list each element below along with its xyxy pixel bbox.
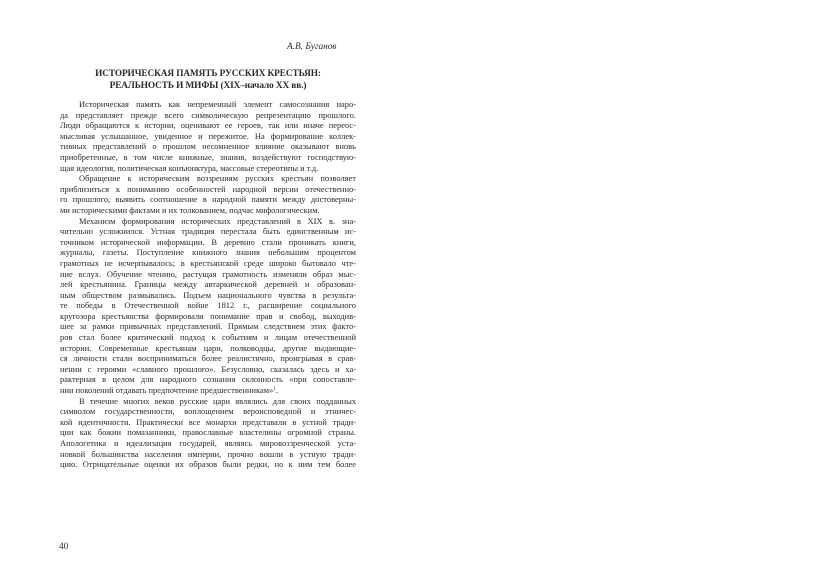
body-line: приблизиться к пониманию особенностей народной версии отечественно- [60,183,356,194]
body-line: Апологетика и идеализация государей, являясь мировоззренческой уста- [60,438,356,448]
body-line: ние вслух. Обучение чтению, растущая грамотность изменяли образ мыс- [60,268,356,279]
body-line: ми историческими фактами и их толкованием, подчас мифологическим. [60,204,320,215]
body-line: Люди обращаются к истории, оценивают ее героев, так или иначе переос- [60,120,356,131]
body-line: приобретенные, в том числе книжные, знания, воздействуют господствую- [60,151,356,162]
body-line-with-footnote: нии поколений отдавать предпочтение предшественникам»$^1$. [60,385,278,396]
body-line: Историческая память как непременный элемент самосознания наро- [79,99,356,109]
body-line: шее за рамки привычных представлений. Прямым следствием этих факто- [60,321,356,332]
body-line: новкой большинства населения империи, прочно вошли в устную тради- [60,448,356,459]
body-line: грамотных не исчерпывалось; в крестьянской среде широко бытовало чте- [60,257,356,268]
body-line-text: нии поколений отдавать предпочтение предшественникам» [60,385,274,396]
body-line: ся личности стали восприниматься более реалистично, проигрывая в срав- [60,353,356,364]
body-line: щая идеология, политическая конъюнктура, массовые стереотипы и т.д. [60,162,319,173]
footnote-marker[interactable]: 1 [273,387,276,393]
body-line: журналы, газеты. Поступление книжного знания небольшим процентом [60,247,356,258]
body-line: лей крестьянина. Границы между автаркической деревней и образован- [60,279,356,290]
body-line: да представляет прежде всего символическую репрезентацию прошлого. [60,109,356,120]
body-line: рактерная в целом для народного сознания склонность «при сопоставле- [60,374,356,385]
body-line: нении с героями «славного прошлого». Безусловно, сказалась здесь и ха- [60,363,356,374]
body-line: кой идентичности. Практически все монархи представали в устной тради- [60,416,356,427]
article-body [60,99,356,470]
article-title [60,68,356,92]
body-line: те победы в Отечественной войне 1812 г., расширение социального [60,300,356,311]
body-line: чительно усложнился. Устная традиция перестала быть единственным ис- [60,226,356,237]
body-line: тивных представлений о прошлом несомненное влияние оказывают вновь [60,141,356,152]
body-line: кругозора крестьянства формировали понимание прав и свобод, выходив- [60,310,356,321]
body-line: Обращение к историческим воззрениям русских крестьян позволяет [79,173,356,184]
body-line: символом государственности, воплощением вероисповедной и этничес- [60,406,356,417]
page-number: 40 [59,542,69,552]
body-line: ции как божии помазанники, православные властелины огромной страны. [60,427,356,438]
body-line: ным обществом размывались. Подъем национального чувства в результа- [60,289,356,300]
article-title-line-1: ИСТОРИЧЕСКАЯ ПАМЯТЬ РУССКИХ КРЕСТЬЯН: [95,69,321,79]
body-line: го прошлого, выявить соотношение в народной памяти между достоверны- [60,194,356,205]
body-line: точником исторической информации. В деревню стали проникать книги, [60,236,356,247]
body-line: ров стал более критический подход к событиям и лицам отечественной [60,332,356,343]
body-line: мысливая услышанное, увиденное и пережитое. На формирование коллек- [60,130,356,141]
body-line: В течение многих веков русские цари являлись для своих подданных [79,395,356,406]
article-title-line-2: РЕАЛЬНОСТЬ И МИФЫ (XIX–начало XX вв.) [109,81,307,91]
body-line: цию. Отрицательные оценки их образов были редки, но к ним тем более [60,459,356,470]
body-line: истории. Современные крестьянам цари, полководцы, другие выдающие- [60,342,356,353]
body-line: Механизм формирования исторических представлений в XIX в. зна- [79,215,356,226]
running-header-author: А.В. Буганов [287,42,337,52]
